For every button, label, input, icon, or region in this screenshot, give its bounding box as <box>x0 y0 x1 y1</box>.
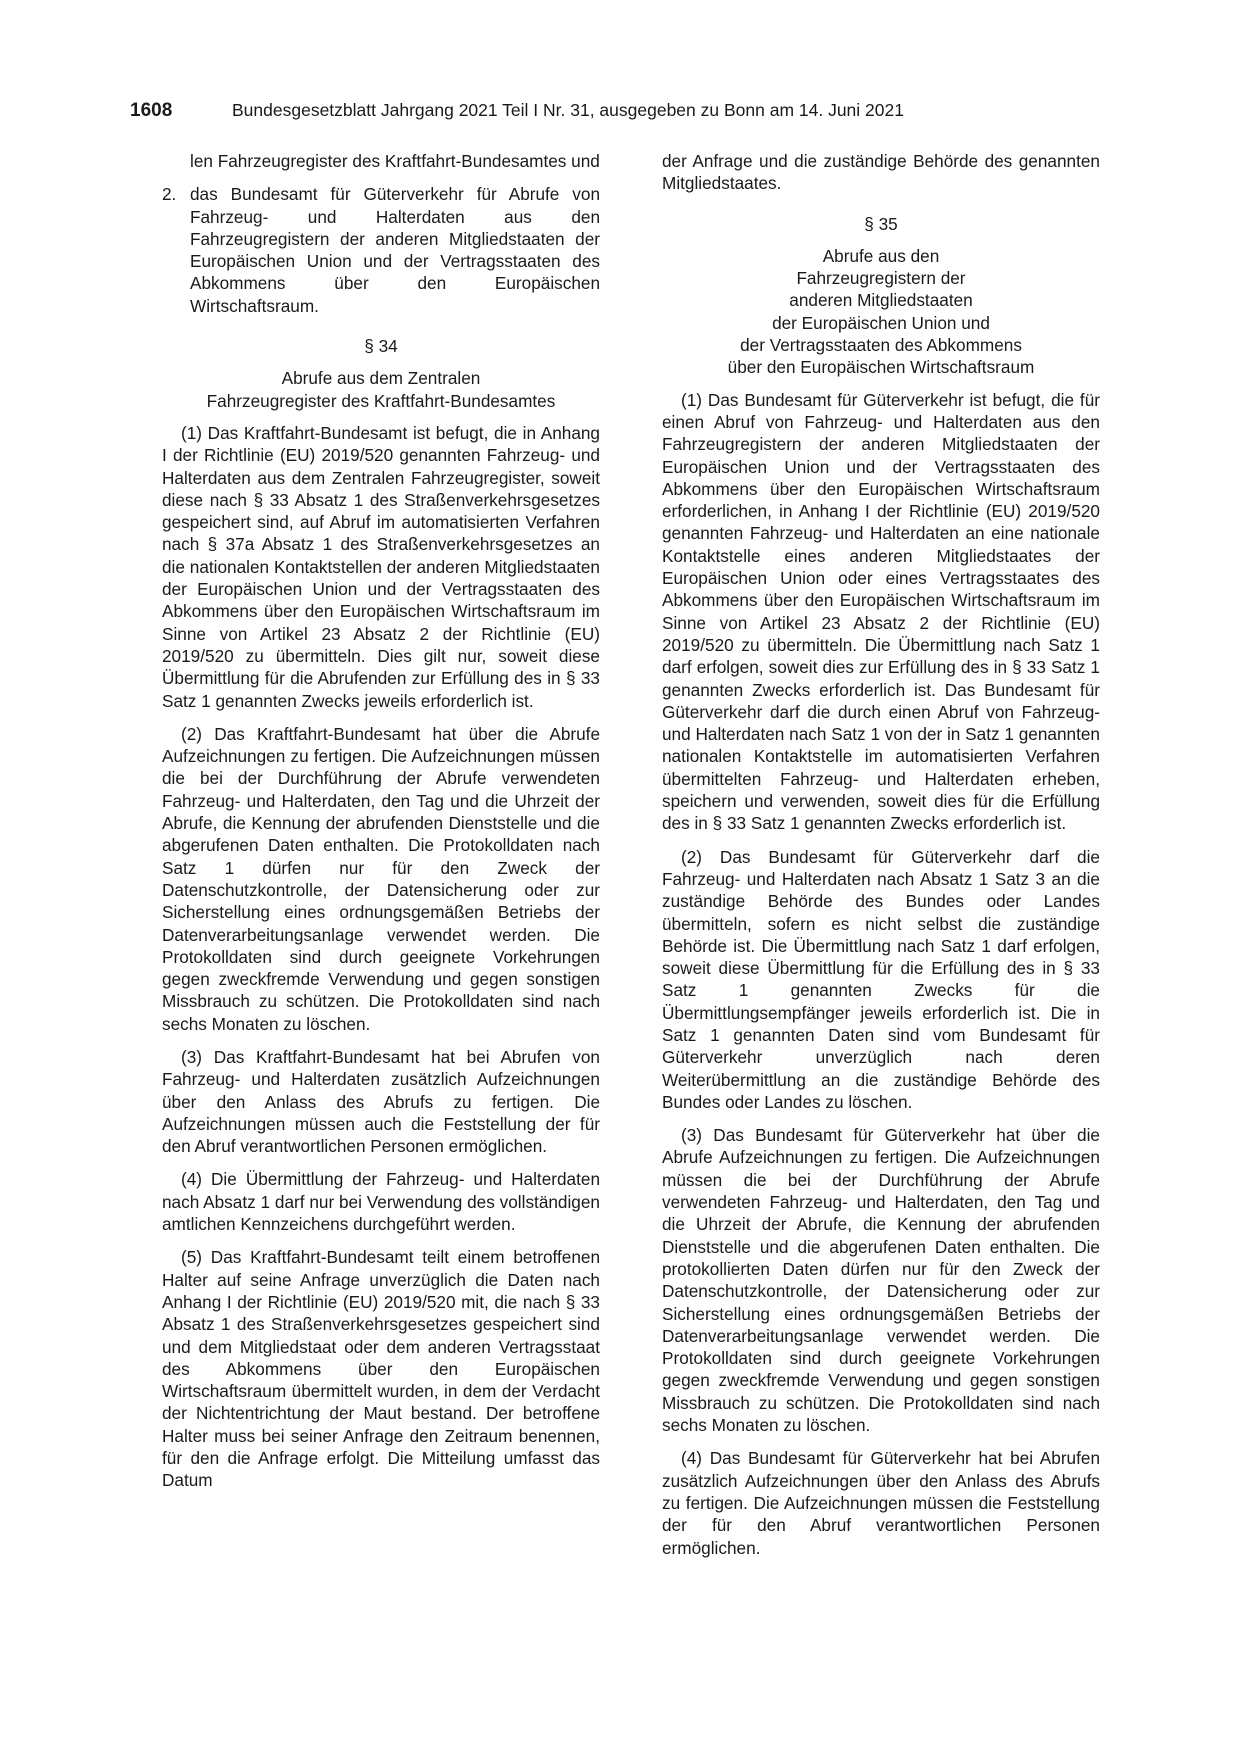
list-item-number: 2. <box>162 184 177 205</box>
list-item <box>162 183 600 317</box>
paragraph: (3) Das Kraftfahrt-Bundesamt hat bei Abrufen von Fahrzeug- und Halterdaten zusätzlich Aufzeichnungen über den Anlass des Abrufs zu fertigen. Die Aufzeichnungen müssen auch die Feststellung der für den Abruf verantwortlichen Personen ermöglichen. <box>162 1046 600 1157</box>
paragraph: (2) Das Kraftfahrt-Bundesamt hat über die Abrufe Aufzeichnungen zu fertigen. Die Aufzeichnungen müssen die bei der Durchführung der Abrufe verwendeten Fahrzeug- und Halterdaten, den Tag und die Uhrzeit der Abrufe, die Kennung der abrufenden Dienststelle und die abgerufenen Daten enthalten. Die Protokolldaten nach Satz 1 dürfen nur für den Zweck der Datenschutzkontrolle, der Datensicherung oder zur Sicherstellung eines ordnungsgemäßen Betriebs der Datenverarbeitungsanlage verwendet werden. Die Protokolldaten sind durch geeignete Vorkehrungen gegen zweckfremde Verwendung und gegen sonstigen Missbrauch zu schützen. Die Protokolldaten sind nach sechs Monaten zu löschen. <box>162 723 600 1034</box>
section-title-line: Fahrzeugregistern der <box>796 268 966 289</box>
paragraph: (3) Das Bundesamt für Güterverkehr hat über die Abrufe Aufzeichnungen zu fertigen. Die Aufzeichnungen müssen die bei der Durchführung der Abrufe verwendeten Fahrzeug- und Halterdaten, den Tag und die Uhrzeit der Abrufe, die Kennung der abrufenden Dienststelle und die abgerufenen Daten enthalten. Die protokollierten Daten dürfen nur für den Zweck der Datenschutzkontrolle, der Datensicherung oder zur Sicherstellung eines ordnungsgemäßen Betriebs der Datenverarbeitungsanlage verwendet werden. Die Protokolldaten sind durch geeignete Vorkehrungen gegen zweckfremde Verwendung und gegen sonstigen Missbrauch zu schützen. Die Protokolldaten sind nach sechs Monaten zu löschen. <box>662 1125 1100 1436</box>
list-item-text: das Bundesamt für Güterverkehr für Abrufe von Fahrzeug- und Halterdaten aus den Fahrzeugregistern der anderen Mitgliedstaaten der Europäischen Union und der Vertragsstaaten des Abkommens über den Europäischen Wirtschaftsraum. <box>190 184 600 316</box>
page-number: 1608 <box>130 100 173 121</box>
page-header <box>130 100 980 124</box>
section-title-line: anderen Mitgliedstaaten <box>789 290 973 311</box>
paragraph: (1) Das Kraftfahrt-Bundesamt ist befugt, die in Anhang I der Richtlinie (EU) 2019/520 genannten Fahrzeug- und Halterdaten aus dem Zentralen Fahrzeugregister, soweit diese nach § 33 Absatz 1 des Straßenverkehrsgesetzes gespeichert sind, auf Abruf im automatisierten Verfahren nach § 37a Absatz 1 des Straßenverkehrsgesetzes an die nationalen Kontaktstellen der anderen Mitgliedstaaten der Europäischen Union und der Vertragsstaaten des Abkommens über den Europäischen Wirtschaftsraum im Sinne von Artikel 23 Absatz 2 der Richtlinie (EU) 2019/520 zu übermitteln. Dies gilt nur, soweit diese Übermittlung für die Abrufenden zur Erfüllung des in § 33 Satz 1 genannten Zwecks jeweils erforderlich ist. <box>162 422 600 711</box>
paragraph: (4) Die Übermittlung der Fahrzeug- und Halterdaten nach Absatz 1 darf nur bei Verwendung des vollständigen amtlichen Kennzeichens durchgeführt werden. <box>162 1169 600 1235</box>
left-column <box>162 150 600 1503</box>
paragraph: (1) Das Bundesamt für Güterverkehr ist befugt, die für einen Abruf von Fahrzeug- und Halterdaten aus den Fahrzeugregistern der anderen Mitgliedstaaten der Europäischen Union und der Vertragsstaaten des Abkommens über den Europäischen Wirtschaftsraum erforderlichen, in Anhang I der Richtlinie (EU) 2019/520 genannten Fahrzeug- und Halterdaten an eine nationale Kontaktstelle eines anderen Mitgliedstaates der Europäischen Union oder eines Vertragsstaates des Abkommens über den Europäischen Wirtschaftsraum im Sinne von Artikel 23 Absatz 2 der Richtlinie (EU) 2019/520 zu übermitteln. Die Übermittlung nach Satz 1 darf erfolgen, soweit dies zur Erfüllung des in § 33 Satz 1 genannten Zwecks erforderlich ist. Das Bundesamt für Güterverkehr darf die durch einen Abruf von Fahrzeug- und Halterdaten nach Satz 1 von der in Satz 1 genannten nationalen Kontaktstelle im automatisierten Verfahren übermittelten Fahrzeug- und Halterdaten erheben, speichern und verwenden, soweit dies für die Erfüllung des in § 33 Satz 1 genannten Zwecks erforderlich ist. <box>662 389 1100 834</box>
section-number: § 34 <box>364 336 398 357</box>
section-number: § 35 <box>864 213 898 234</box>
section-title-line: Fahrzeugregister des Kraftfahrt-Bundesamtes <box>206 390 556 411</box>
continued-list-item: len Fahrzeugregister des Kraftfahrt-Bundesamtes und <box>190 151 600 171</box>
paragraph: (2) Das Bundesamt für Güterverkehr darf die Fahrzeug- und Halterdaten nach Absatz 1 Satz 3 an die zuständige Behörde des Bundes oder Landes übermitteln, sofern es nicht selbst die zuständige Behörde ist. Die Übermittlung nach Satz 1 darf erfolgen, soweit diese Übermittlung für die Erfüllung des in § 33 Satz 1 genannten Zwecks für die Übermittlungsempfänger jeweils erforderlich ist. Die in Satz 1 genannten Daten sind vom Bundesamt für Güterverkehr unverzüglich nach deren Weiterübermittlung an die zuständige Behörde des Bundes oder Landes zu löschen. <box>662 846 1100 1112</box>
section-title <box>662 245 1100 379</box>
section-title-line: Abrufe aus dem Zentralen <box>281 368 481 389</box>
continued-paragraph: der Anfrage und die zuständige Behörde des genannten Mitgliedstaates. <box>662 151 1100 194</box>
section-title-line: der Europäischen Union und <box>772 312 990 333</box>
section-title <box>162 367 600 412</box>
section-title-line: Abrufe aus den <box>822 245 940 266</box>
section-title-line: über den Europäischen Wirtschaftsraum <box>727 357 1035 378</box>
right-column <box>662 150 1100 1570</box>
running-head: Bundesgesetzblatt Jahrgang 2021 Teil I Nr. 31, ausgegeben zu Bonn am 14. Juni 2021 <box>232 100 904 120</box>
paragraph: (4) Das Bundesamt für Güterverkehr hat bei Abrufen zusätzlich Aufzeichnungen über den Anlass des Abrufs zu fertigen. Die Aufzeichnungen müssen die Feststellung der für den Abruf verantwortlichen Personen ermöglichen. <box>662 1448 1100 1558</box>
section-title-line: der Vertragsstaaten des Abkommens <box>740 335 1022 356</box>
paragraph: (5) Das Kraftfahrt-Bundesamt teilt einem betroffenen Halter auf seine Anfrage unverzüglich die Daten nach Anhang I der Richtlinie (EU) 2019/520 mit, die nach § 33 Absatz 1 des Straßenverkehrsgesetzes gespeichert sind und dem Mitgliedstaat oder dem anderen Vertragsstaat des Abkommens über den Europäischen Wirtschaftsraum übermittelt wurden, in dem der Verdacht der Nichtentrichtung der Maut bestand. Der betroffene Halter muss bei seiner Anfrage den Zeitraum benennen, für den die Anfrage erfolgt. Die Mitteilung umfasst das Datum <box>162 1247 600 1491</box>
